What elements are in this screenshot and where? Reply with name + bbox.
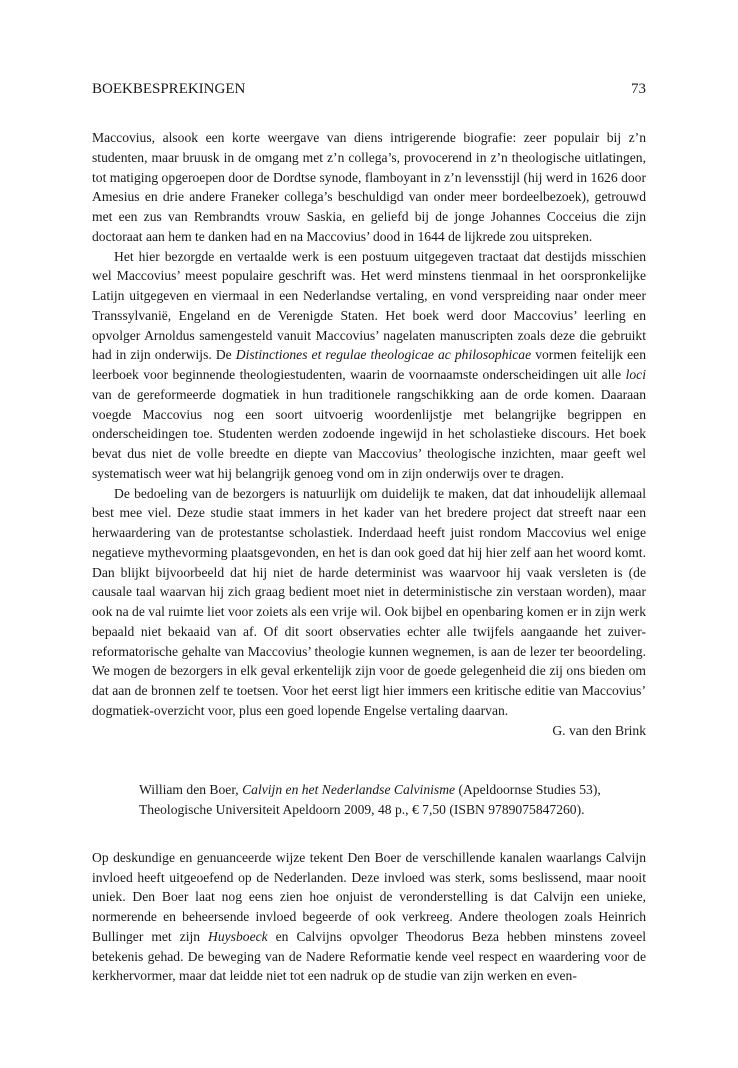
paragraph: De bedoeling van de bezorgers is natuurlijk om duidelijk te maken, dat dat inhoudelijk allemaal best mee viel. Deze studie staat immers in het kader van het bredere project dat streeft naar een herwaardering van de protestantse scholastiek. Inderdaad heeft juist rondom Maccovius wel enige negatieve mythevorming plaatsgevonden, en het is dan ook goed dat hij hier zelf aan het woord komt. Dan blijkt bijvoorbeeld dat hij niet de harde determinist was waarvoor hij vaak versleten is (de causale taal waarvan hij zich graag bedient moet niet in deterministische zin verstaan worden), maar ook na de val ruimte liet voor zoiets als een vrije wil. Ook bijbel en openbaring komen er in zijn werk bepaald niet bekaaid van af. Of dit soort observaties echter alle twijfels aangaande het zuiver-reformatorische gehalte van Maccovius’ theologie kunnen wegnemen, is aan de lezer ter beoordeling. We mogen de bezorgers in elk geval erkentelijk zijn voor de goede gelegenheid die zij ons bieden om dat aan de bronnen zelf te toetsen. Voor het eerst ligt hier immers een kritische editie van Maccovius’ dogmatiek-overzicht voor, plus een goed lopende Engelse vertaling daarvan. [92, 485, 646, 718]
book-title: Calvijn en het Nederlandse Calvinisme [242, 782, 456, 798]
text-run: van de gereformeerde dogmatiek in hun traditionele rangschikking aan de orde komen. Daaraan voegde Maccovius nog een soort uitvoerig woordenlijstje met belangrijke begrippen en onderscheidingen toe. Studenten werden zodoende ingewijd in het scholastieke discours. Het boek bevat dus niet de volle breedte en diepte van Maccovius’ theologische inzichten, maar geeft wel systematisch weer wat hij belangrijk genoeg vond om in zijn onderwijs over te dragen. [92, 386, 646, 481]
italic-term: loci [625, 367, 646, 382]
text-run: vormen feitelijk een leerboek voor beginnende theologiestudenten, waarin de voornaamste onderscheidingen uit alle [92, 347, 646, 382]
book-series: (Apeldoornse Studies 53), [455, 782, 601, 798]
review-2 [92, 848, 646, 986]
review-1 [92, 128, 646, 721]
book-reference-line-1 [139, 780, 646, 800]
text-run: en Calvijns opvolger Theodorus Beza hebben minstens zoveel betekenis gehad. De beweging van de Nadere Reformatie kende veel respect en waardering voor de kerkhervormer, maar dat leidde niet tot een nadruk op de studie van zijn werken en even- [92, 928, 647, 984]
page-number: 73 [631, 81, 646, 97]
book-reference-line-2: Theologische Universiteit Apeldoorn 2009, 48 p., € 7,50 (ISBN 9789075847260). [139, 802, 585, 817]
page [92, 80, 646, 986]
paragraph [92, 247, 646, 484]
italic-title: Distinctiones et regulae theologicae ac philosophicae [235, 347, 532, 363]
reviewer-signature: G. van den Brink [552, 722, 646, 738]
paragraph: Maccovius, alsook een korte weergave van diens intrigerende biografie: zeer populair bij z’n studenten, maar bruusk in de omgang met z’n collega’s, provocerend in z’n theologische uitlatingen, tot matiging opgeroepen door de Dordtse synode, flamboyant in z’n levensstijl (hij werd in 1626 door Amesius en drie andere Franeker collega’s beschuldigd van onder meer bordeelbezoek), getrouwd met een zus van Rembrandts vrouw Saskia, en geliefd bij de jonge Johannes Cocceius die zijn doctoraat aan hem te danken had en na Maccovius’ dood in 1644 de lijkrede zou uitspreken. [92, 130, 646, 244]
text-run: Op deskundige en genuanceerde wijze tekent Den Boer de verschillende kanalen waarlangs Calvijn invloed heeft uitgeoefend op de Nederlanden. Deze invloed was sterk, soms beslissend, maar nooit uniek. Den Boer laat nog eens zien hoe onjuist de veronderstelling is dat Calvijn een unieke, normerende en beheersende invloed begeerde of ook verkreeg. Andere theologen zoals Heinrich Bullinger met zijn [92, 849, 646, 944]
book-reference [92, 780, 646, 820]
section-title: BOEKBESPREKINGEN [92, 81, 246, 97]
running-head [92, 80, 646, 98]
book-author: William den Boer, [139, 782, 243, 798]
text-run: Het hier bezorgde en vertaalde werk is een postuum uitgegeven tractaat dat destijds misschien wel Maccovius’ meest populaire geschrift was. Het werd minstens tienmaal in het oorspronkelijke Latijn uitgegeven en viermaal in een Nederlandse vertaling, en vond verspreiding naar onder meer Transsylvanië, Engeland en de Verenigde Staten. Het boek werd door Maccovius’ leerling en opvolger Arnoldus samengesteld vanuit Maccovius’ nagelaten manuscripten zoals deze die gebruikt had in zijn onderwijs. De [92, 248, 646, 363]
italic-title: Huysboeck [208, 928, 268, 944]
paragraph [92, 848, 646, 986]
